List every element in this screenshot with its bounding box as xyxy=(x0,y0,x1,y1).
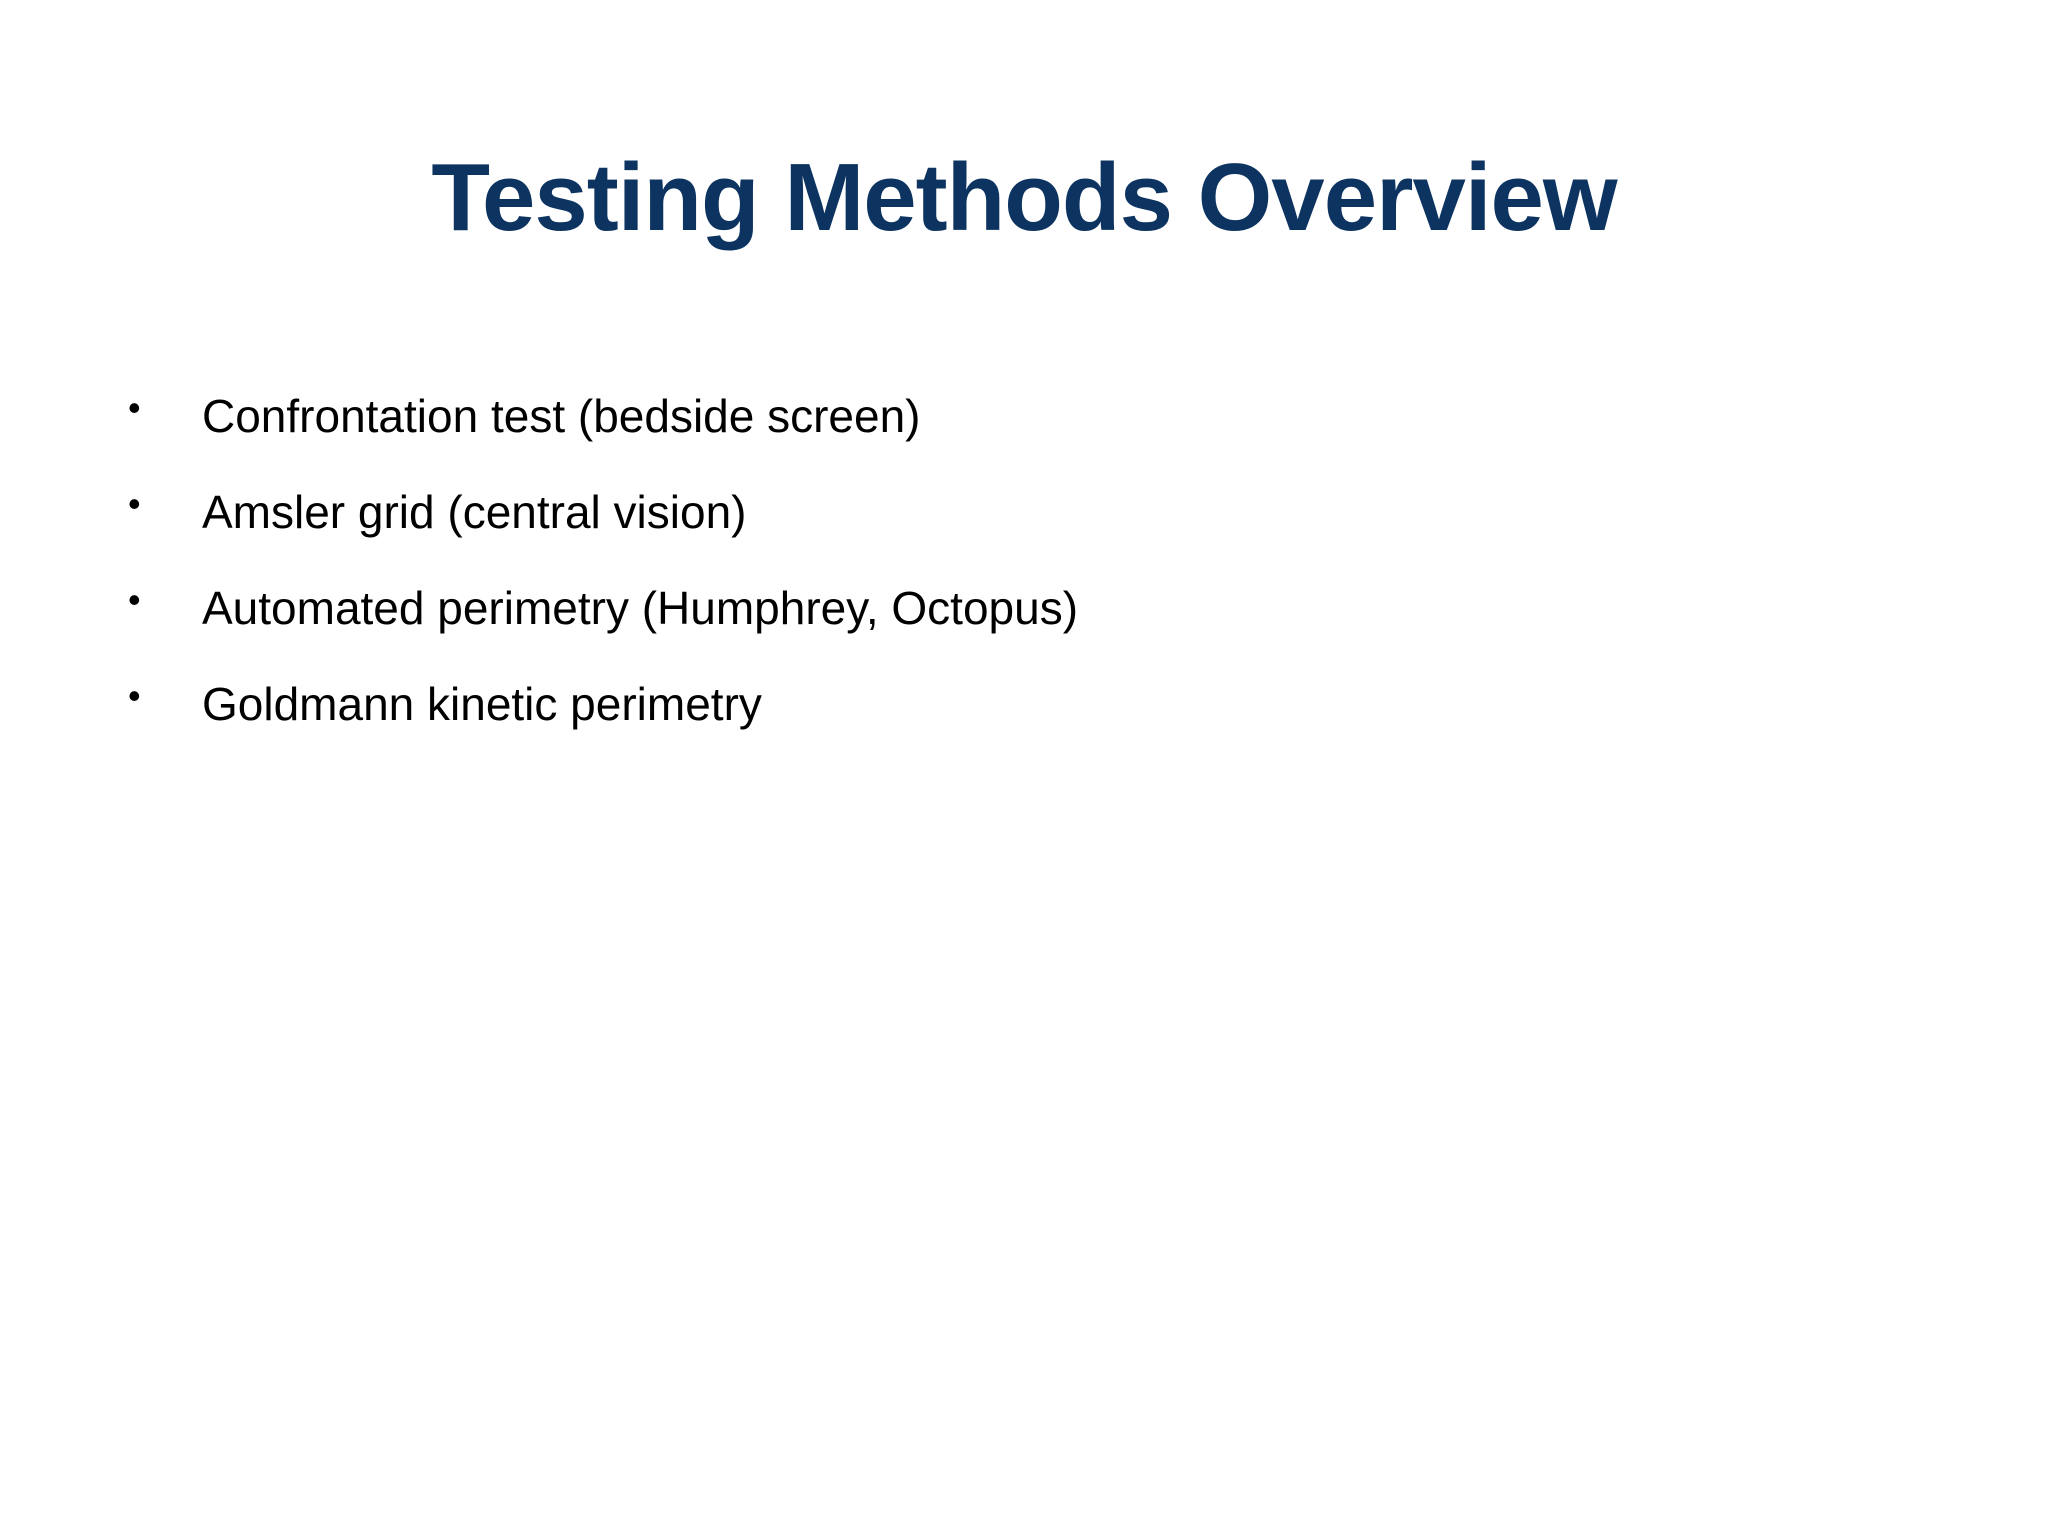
list-item xyxy=(120,464,1078,560)
list-item xyxy=(120,368,1078,464)
bullet-text: Amsler grid (central vision) xyxy=(202,486,747,538)
bullet-icon: • xyxy=(128,483,141,524)
list-item xyxy=(120,656,1078,752)
list-item xyxy=(120,560,1078,656)
bullet-icon: • xyxy=(128,675,141,716)
slide-title: Testing Methods Overview xyxy=(431,144,1617,251)
bullet-icon: • xyxy=(128,387,141,428)
bullet-list xyxy=(120,368,1078,752)
bullet-text: Goldmann kinetic perimetry xyxy=(202,678,762,730)
bullet-icon: • xyxy=(128,579,141,620)
bullet-text: Automated perimetry (Humphrey, Octopus) xyxy=(202,582,1079,634)
bullet-text: Confrontation test (bedside screen) xyxy=(202,390,921,442)
